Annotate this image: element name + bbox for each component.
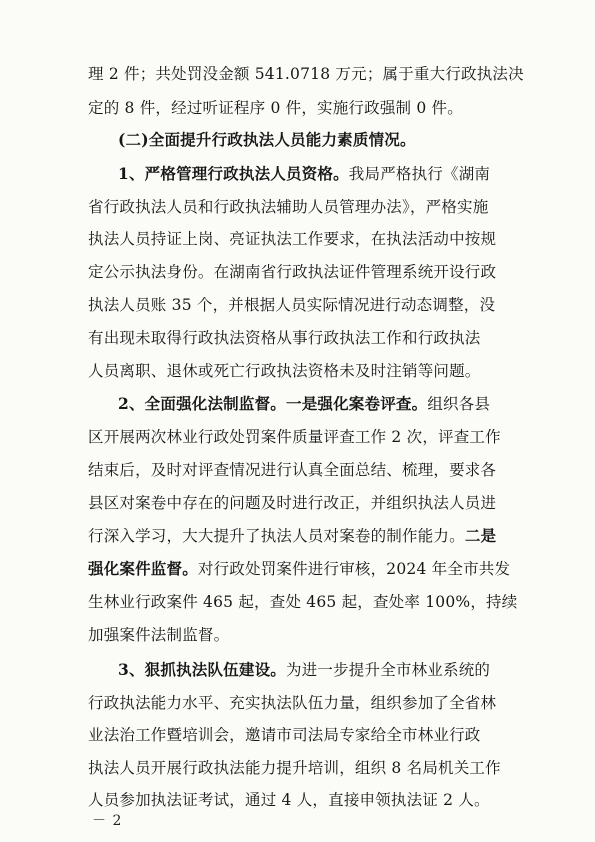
text-line — [88, 625, 518, 645]
text-line — [88, 229, 518, 249]
text-line — [88, 559, 518, 579]
line-text: 县区对案卷中存在的问题及时进行改正，并组织执法人员进 — [88, 494, 497, 512]
line-text: 行政执法能力水平、充实执法队伍力量，组织参加了全省林 — [88, 694, 497, 712]
text-line — [88, 493, 518, 513]
line-text: 有出现未取得行政执法资格从事行政执法工作和行政执法 — [88, 329, 481, 347]
subsection-line — [118, 164, 548, 184]
bold-phrase: 一是强化案卷评查。 — [286, 394, 428, 413]
text-line — [88, 64, 524, 84]
line-text: 行深入学习，大大提升了执法人员对案卷的制作能力。 — [88, 527, 465, 545]
subsection-line — [118, 394, 548, 414]
text-line — [88, 592, 518, 612]
line-text: 生林业行政案件 465 起，查处 465 起，查处率 100%，持续 — [88, 593, 518, 611]
text-line — [88, 427, 518, 447]
line-text: 我局严格执行《湖南 — [348, 165, 491, 183]
line-text: 定的 8 件，经过听证程序 0 件，实施行政强制 0 件。 — [88, 99, 463, 117]
text-line — [88, 790, 518, 810]
text-line — [88, 693, 518, 713]
text-line — [88, 725, 518, 745]
line-text: 执法人员账 35 个，并根据人员实际情况进行动态调整，没 — [88, 296, 496, 314]
line-text: 组织各县 — [427, 395, 491, 413]
page-number: － 2 — [92, 813, 123, 829]
text-line — [88, 758, 518, 778]
text-line — [88, 526, 518, 546]
text-line — [88, 460, 518, 480]
line-text: 人员离职、退休或死亡行政执法资格未及时注销等问题。 — [88, 362, 481, 380]
subsection-title: 2、全面强化法制监督。 — [118, 394, 286, 413]
line-text: 结束后，及时对评查情况进行认真全面总结、梳理，要求各 — [88, 461, 497, 479]
line-text: 业法治工作暨培训会，邀请市司法局专家给全市林业行政 — [88, 726, 481, 744]
line-text: 加强案件法制监督。 — [88, 626, 230, 644]
subsection-line — [118, 660, 548, 680]
line-text: 理 2 件；共处罚没金额 541.0718 万元；属于重大行政执法决 — [88, 65, 524, 83]
line-text: 执法人员持证上岗、亮证执法工作要求，在执法活动中按规 — [88, 230, 497, 248]
subsection-title: 1、严格管理行政执法人员资格。 — [118, 164, 349, 183]
line-text: 定公示执法身份。在湖南省行政执法证件管理系统开设行政 — [88, 263, 497, 281]
line-text: 为进一步提升全市林业系统的 — [286, 661, 491, 679]
text-line — [88, 262, 518, 282]
line-text: 执法人员开展行政执法能力提升培训，组织 8 名局机关工作 — [88, 759, 501, 777]
text-line — [88, 328, 518, 348]
line-text: 对行政处罚案件进行审核，2024 年全市共发 — [197, 560, 511, 578]
text-line — [88, 361, 518, 381]
line-text: 省行政执法人员和行政执法辅助人员管理办法》，严格实施 — [88, 198, 489, 216]
text-line — [88, 98, 518, 118]
subsection-title: 3、狠抓执法队伍建设。 — [118, 660, 286, 679]
text-line — [88, 197, 518, 217]
text-line — [88, 295, 518, 315]
bold-phrase: 二是 — [464, 526, 497, 545]
line-text: 人员参加执法证考试，通过 4 人，直接申领执法证 2 人。 — [88, 791, 490, 809]
section-heading — [118, 130, 548, 150]
line-text: 区开展两次林业行政处罚案件质量评查工作 2 次，评查工作 — [88, 428, 501, 446]
bold-phrase: 强化案件监督。 — [88, 559, 198, 578]
section-heading-text: (二)全面提升行政执法人员能力素质情况。 — [118, 130, 416, 149]
